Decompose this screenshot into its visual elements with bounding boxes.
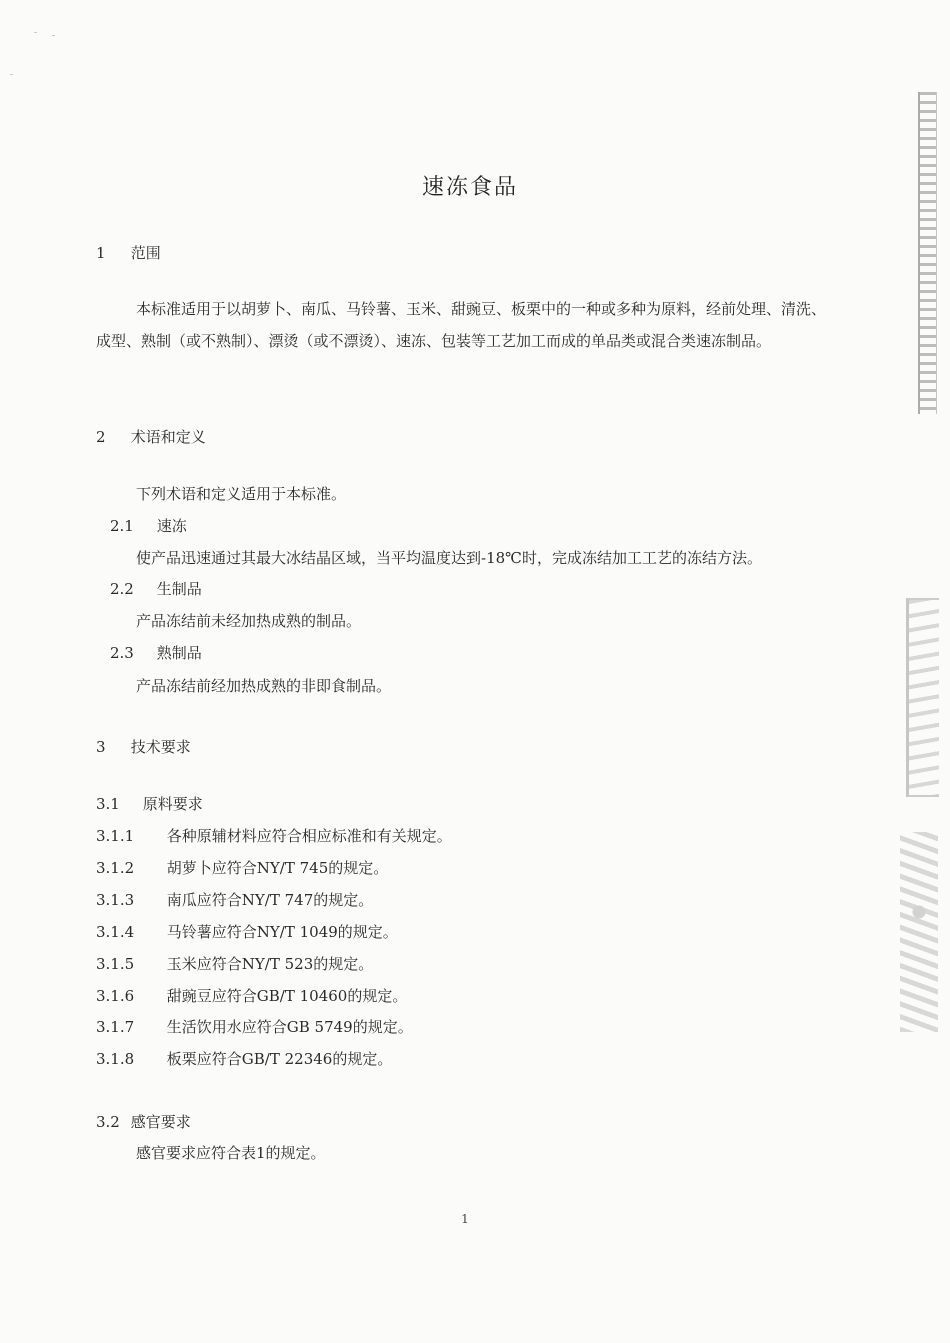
subsection-title: 感官要求 [130, 1113, 191, 1131]
scan-speck [52, 35, 55, 36]
item-number: 3.1.4 [96, 923, 135, 941]
scan-speck [34, 32, 37, 33]
section-3-heading [96, 737, 191, 757]
page-number: 1 [461, 1212, 469, 1226]
list-item [96, 1049, 392, 1069]
list-item [96, 954, 373, 974]
item-text: 玉米应符合NY/T 523的规定。 [166, 955, 374, 973]
list-item [96, 1017, 413, 1037]
section-title: 术语和定义 [130, 428, 206, 446]
section-title: 范围 [130, 244, 161, 262]
item-text: 马铃薯应符合NY/T 1049的规定。 [166, 923, 398, 941]
section-number: 2 [96, 428, 106, 446]
item-text: 生活饮用水应符合GB 5749的规定。 [166, 1018, 413, 1036]
term-name: 生制品 [156, 580, 202, 598]
item-text: 南瓜应符合NY/T 747的规定。 [166, 891, 374, 909]
binding-seal-strip [918, 92, 937, 414]
seal-stamp-mark [906, 598, 939, 797]
item-number: 3.1.2 [96, 859, 135, 877]
list-item [96, 890, 373, 910]
term-number: 2.1 [110, 517, 134, 535]
term-definition: 产品冻结前经加热成熟的非即食制品。 [136, 677, 392, 695]
section-1-heading [96, 243, 161, 263]
subsection-number: 3.1 [96, 795, 120, 813]
item-text: 板栗应符合GB/T 22346的规定。 [166, 1050, 393, 1068]
scope-paragraph: 本标准适用于以胡萝卜、南瓜、马铃薯、玉米、甜豌豆、板栗中的一种或多种为原料，经前处理、清洗、成型、熟制（或不熟制）、漂烫（或不漂烫）、速冻、包装等工艺加工而成的单品类或混合类速冻制品。 [96, 300, 827, 350]
term-2-1 [110, 516, 187, 536]
section-title: 技术要求 [130, 738, 191, 756]
list-item [96, 858, 388, 878]
subsection-number: 3.2 [96, 1113, 120, 1131]
term-definition: 使产品迅速通过其最大冰结晶区域，当平均温度达到-18℃时，完成冻结加工工艺的冻结方法。 [136, 549, 762, 567]
section-2-heading [96, 427, 206, 447]
term-2-2 [110, 579, 202, 599]
item-text: 甜豌豆应符合GB/T 10460的规定。 [166, 987, 408, 1005]
seal-stamp-mark [900, 832, 938, 1032]
term-2-3 [110, 643, 202, 663]
item-number: 3.1.6 [96, 987, 135, 1005]
item-number: 3.1.1 [96, 827, 135, 845]
term-number: 2.3 [110, 644, 134, 662]
item-text: 各种原辅材料应符合相应标准和有关规定。 [166, 827, 452, 845]
term-definition: 产品冻结前未经加热成熟的制品。 [136, 612, 362, 630]
item-number: 3.1.5 [96, 955, 135, 973]
item-text: 胡萝卜应符合NY/T 745的规定。 [166, 859, 389, 877]
subsection-3-1-heading [96, 794, 203, 814]
list-item [96, 986, 407, 1006]
list-item [96, 922, 398, 942]
scan-speck [10, 74, 13, 75]
term-name: 熟制品 [156, 644, 202, 662]
term-name: 速冻 [156, 517, 187, 535]
item-number: 3.1.7 [96, 1018, 135, 1036]
list-item [96, 826, 452, 846]
item-number: 3.1.8 [96, 1050, 135, 1068]
document-title: 速冻食品 [421, 175, 518, 200]
item-number: 3.1.3 [96, 891, 135, 909]
term-number: 2.2 [110, 580, 134, 598]
subsection-3-2-heading [96, 1112, 191, 1132]
terms-intro: 下列术语和定义适用于本标准。 [136, 485, 347, 503]
sensory-text: 感官要求应符合表1的规定。 [136, 1144, 326, 1162]
section-number: 1 [96, 244, 106, 262]
subsection-title: 原料要求 [142, 795, 203, 813]
section-number: 3 [96, 738, 106, 756]
